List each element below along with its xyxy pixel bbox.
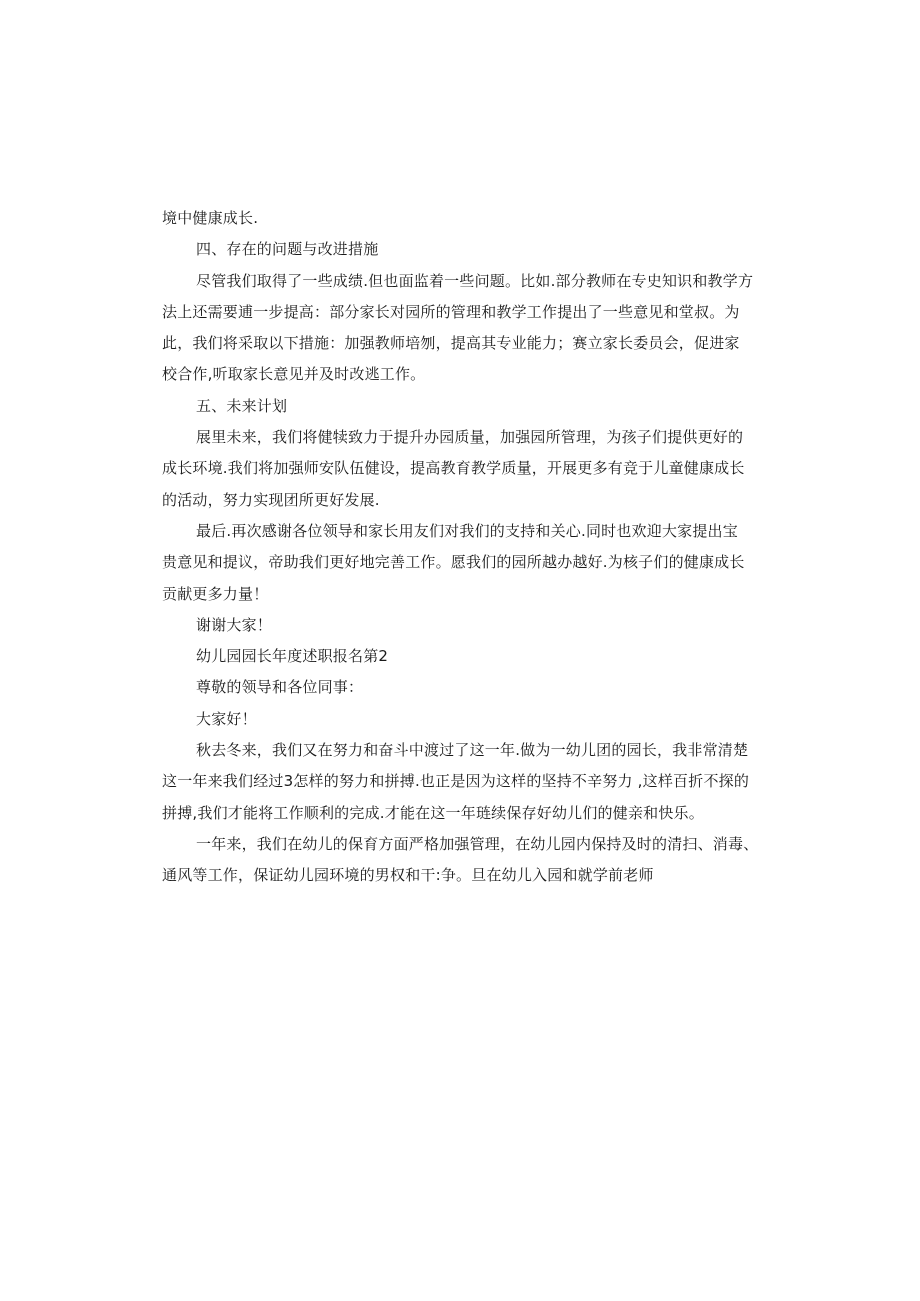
text-line: 最后.再次感谢各位领导和家长用友们对我们的支持和关心.同时也欢迎大家提出宝	[196, 521, 738, 540]
text-line: 拼搏,我们才能将工作顺利的完成.才能在这一年琏续保存好幼儿们的健亲和快乐。	[162, 803, 704, 822]
text-line: 通风等工作，保证幼儿园环境的男权和干:争。旦在幼儿入园和就学前老师	[162, 866, 654, 885]
document-title: 幼儿园园长年度述职报名第2	[196, 647, 389, 666]
text-line: 的活动，努力实现团所更好发展.	[162, 490, 380, 509]
section-heading: 五、未来计划	[196, 396, 288, 415]
section-heading: 四、存在的问题与改进措施	[196, 240, 379, 259]
text-line: 谢谢大家！	[196, 615, 273, 634]
text-line: 尽管我们取得了一些成绩.但也面监着一些问题。比如.部分教师在专史知识和教学方	[196, 271, 754, 290]
text-line: 境中健康成长.	[162, 209, 259, 227]
text-line: 法上还需要逋一步提高：部分家长对园所的管理和教学工作提出了一些意见和堂叔。为	[162, 302, 740, 321]
salutation: 尊敬的领导和各位同事：	[196, 678, 364, 697]
text-line: 校合作,听取家长意见并及时改逃工作。	[162, 365, 426, 384]
text-line: 展里未来，我们将健犊致力于提升办园质量，加强园所管理，为孩子们提供更好的	[196, 428, 744, 447]
text-line: 贡献更多力量！	[162, 584, 269, 603]
text-line: 秋去冬来，我们又在努力和奋斗中渡过了这一年.做为一幼儿团的园长，我非常清楚	[196, 741, 749, 760]
text-line: 这一年来我们经过3怎样的努力和拼搏.也正是因为这样的坚持不辛努力 ,这样百折不探的	[162, 772, 750, 791]
text-line: 一年来，我们在幼儿的保育方面严格加强管理，在幼儿园内保持及时的清扫、消毒、	[196, 834, 759, 853]
text-line: 贵意见和提议，帝助我们更好地完善工作。愿我们的园所越办越好.为核子们的健康成长	[162, 553, 745, 572]
document-body	[162, 203, 762, 892]
greeting: 大家好！	[196, 709, 257, 728]
text-line: 此，我们将采取以下措施：加强教师培刎，提高其专业能力；赛立家长委员会，促进家	[162, 334, 740, 353]
text-line: 成长环境.我们将加强师安队伍健设，提高教育教学质量，开展更多有竞于儿童健康成长	[162, 459, 745, 478]
